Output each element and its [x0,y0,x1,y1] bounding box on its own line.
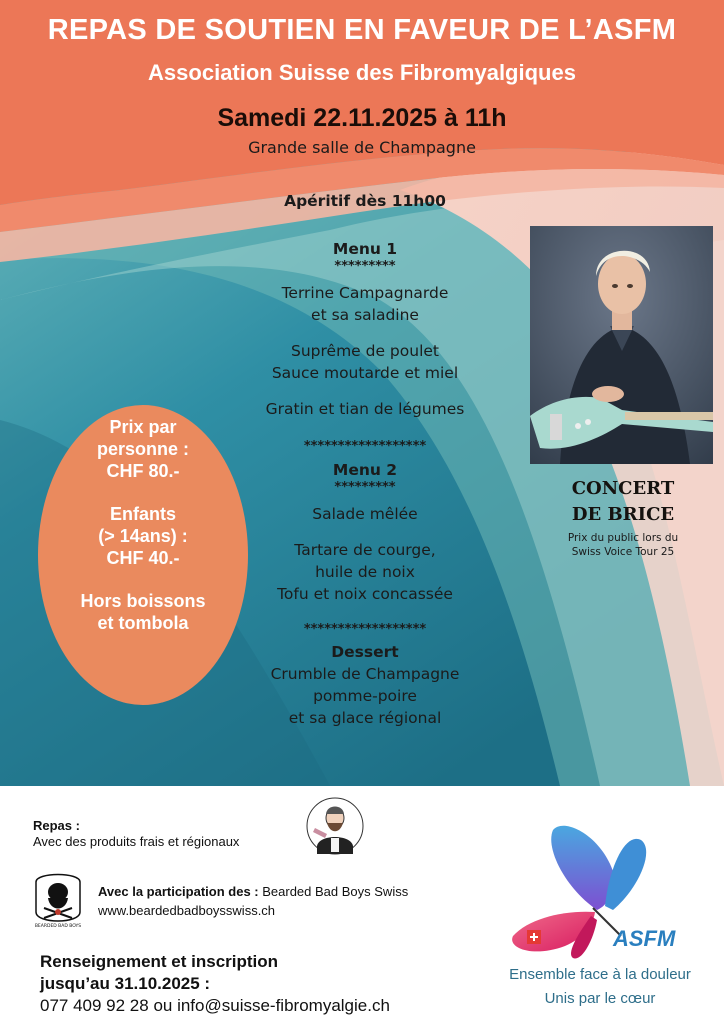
asfm-butterfly-logo [505,818,705,964]
concert-title [528,476,718,528]
menu2-stars: ********* [334,480,396,495]
asfm-logo-text: ASFM [613,926,676,951]
slogan-line: Ensemble face à la douleur [509,966,691,983]
participation-label: Avec la participation des : [98,884,259,899]
event-venue: Grande salle de Champagne [248,138,476,157]
prize-line: Prix du public lors du [567,532,679,544]
menu1-title: Menu 1 [332,240,398,258]
menu1-dish: Sauce moutarde et miel [271,364,459,382]
participation-name: Bearded Bad Boys Swiss [258,884,409,899]
menu1-dish: et sa saladine [311,306,419,324]
dessert-line: et sa glace régional [288,709,442,727]
menu1-stars: ********* [334,259,396,274]
menu1-dish: Gratin et tian de légumes [265,400,465,418]
bbb-logo-text: BEARDED BAD BOYS [34,924,82,929]
singer-photo [530,226,713,464]
price-note: Hors boissons [80,591,206,611]
bearded-bad-boys-logo [30,868,86,930]
slogan [480,963,720,1011]
concert-prize [528,531,718,559]
inscription-deadline: jusqu’au 31.10.2025 : [40,974,211,993]
aperitif-time: Apéritif dès 11h00 [284,192,446,210]
price-kids-line: (> 14ans) : [98,526,188,546]
dessert-line: Crumble de Champagne [270,665,460,683]
participation-block [98,882,408,920]
menu2-dish: Salade mêlée [312,505,418,523]
price-adult-line: Prix par [109,417,177,437]
menu2-dish: Tofu et noix concassée [277,585,453,603]
slogan-line: Unis par le cœur [544,990,656,1007]
repas-label: Repas : [33,818,80,833]
menu-block [200,190,530,729]
participation-url[interactable]: www.beardedbadboysswiss.ch [98,903,276,918]
price-adult-value: CHF 80.- [106,461,180,481]
contact-info[interactable]: 077 409 92 28 ou info@suisse-fibromyalgie.ch [40,996,390,1015]
menu2-title: Menu 2 [332,461,398,479]
menu-separator: ****************** [303,622,427,637]
price-kids-value: CHF 40.- [106,548,180,568]
menu1-dish: Terrine Campagnarde [281,284,449,302]
event-date: Samedi 22.11.2025 à 11h [217,104,507,132]
prize-line: Swiss Voice Tour 25 [571,546,675,558]
inscription-block [40,951,390,1017]
poster-title: REPAS DE SOUTIEN EN FAVEUR DE L’ASFM [47,14,677,46]
dessert-line: pomme-poire [313,687,417,705]
menu2-dish: Tartare de courge, [294,541,436,559]
inscription-line: Renseignement et inscription [40,952,279,971]
concert-line: DE BRICE [571,504,675,525]
price-kids-line: Enfants [109,504,176,524]
price-note: et tombola [97,613,189,633]
price-block [38,416,248,634]
menu2-dish: huile de noix [315,563,415,581]
dessert-title: Dessert [331,643,399,661]
concert-line: CONCERT [571,478,675,499]
association-name: Association Suisse des Fibromyalgiques [148,60,576,85]
chef-illustration [305,796,365,858]
menu1-dish: Suprême de poulet [291,342,439,360]
repas-text: Avec des produits frais et régionaux [33,834,240,849]
price-adult-line: personne : [96,439,189,459]
menu-separator: ****************** [303,439,427,454]
